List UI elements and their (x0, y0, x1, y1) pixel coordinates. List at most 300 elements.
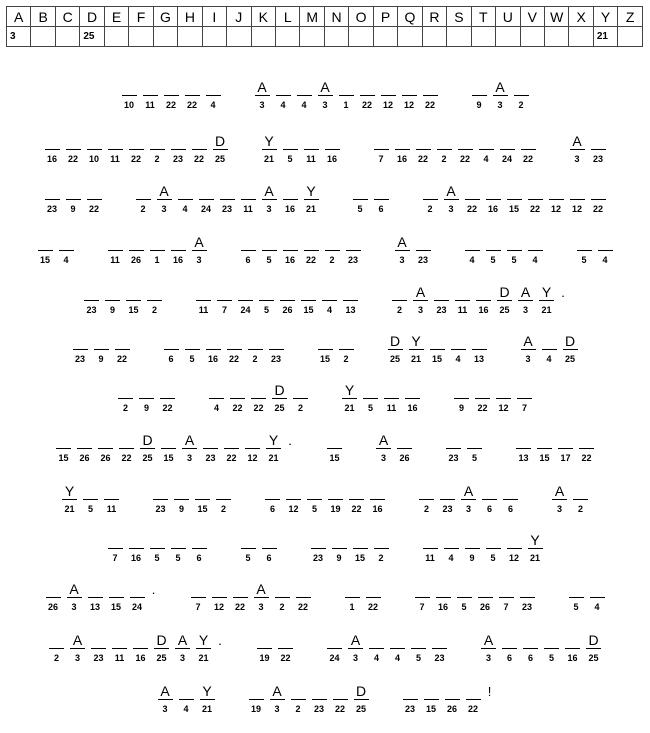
letter-cell[interactable] (202, 431, 219, 469)
cipher-number: 5 (511, 255, 517, 265)
cipher-number: 11 (110, 154, 120, 164)
letter-cell[interactable] (226, 332, 243, 370)
letter-cell[interactable] (191, 233, 208, 271)
letter-cell[interactable] (597, 233, 614, 271)
letter-cell[interactable] (282, 182, 299, 220)
answer-blank (38, 250, 53, 251)
solved-letter (520, 132, 537, 150)
key-code-cell-a[interactable]: 3 (7, 27, 31, 47)
letter-cell[interactable] (146, 283, 163, 321)
letter-cell[interactable] (247, 332, 264, 370)
letter-cell[interactable] (295, 580, 312, 618)
letter-cell[interactable] (181, 431, 198, 469)
letter-cell[interactable] (198, 182, 215, 220)
answer-blank (91, 648, 106, 649)
letter-cell[interactable] (44, 132, 61, 170)
answer-blank (272, 398, 287, 399)
letter-cell[interactable] (557, 431, 574, 469)
letter-cell[interactable] (65, 132, 82, 170)
letter-cell[interactable] (111, 631, 128, 669)
letter-cell[interactable] (485, 531, 502, 569)
solved-letter (82, 482, 99, 500)
letter-cell[interactable] (422, 531, 439, 569)
letter-cell[interactable] (414, 580, 431, 618)
letter-cell[interactable] (536, 431, 553, 469)
letter-cell[interactable] (324, 233, 341, 271)
cipher-number: 3 (179, 653, 185, 663)
letter-cell[interactable] (279, 283, 296, 321)
letter-cell[interactable] (520, 132, 537, 170)
letter-cell[interactable] (513, 78, 530, 116)
letter-cell[interactable] (522, 631, 539, 669)
letter-cell[interactable] (590, 132, 607, 170)
letter-cell[interactable] (121, 78, 138, 116)
letter-cell[interactable] (502, 482, 519, 520)
letter-cell[interactable] (153, 631, 170, 669)
letter-cell[interactable] (517, 283, 534, 321)
letter-cell[interactable] (191, 132, 208, 170)
cipher-number: 9 (476, 100, 482, 110)
letter-cell[interactable] (474, 381, 491, 419)
letter-cell[interactable] (466, 431, 483, 469)
letter-cell[interactable] (415, 233, 432, 271)
cipher-number: 5 (490, 255, 496, 265)
letter-cell[interactable] (551, 482, 568, 520)
letter-cell[interactable] (290, 682, 307, 720)
letter-cell[interactable] (422, 78, 439, 116)
letter-cell[interactable] (454, 283, 471, 321)
letter-cell[interactable] (548, 182, 565, 220)
letter-cell[interactable] (394, 132, 411, 170)
letter-cell[interactable] (256, 631, 273, 669)
letter-cell[interactable] (380, 78, 397, 116)
letter-cell[interactable] (527, 233, 544, 271)
letter-cell[interactable] (76, 431, 93, 469)
letter-cell[interactable] (576, 233, 593, 271)
letter-cell[interactable] (159, 381, 176, 419)
letter-cell[interactable] (129, 580, 146, 618)
letter-cell[interactable] (478, 132, 495, 170)
letter-cell[interactable] (498, 580, 515, 618)
letter-cell[interactable] (173, 482, 190, 520)
letter-cell[interactable] (359, 78, 376, 116)
letter-cell[interactable] (237, 283, 254, 321)
letter-cell[interactable] (368, 631, 385, 669)
letter-cell[interactable] (103, 482, 120, 520)
letter-cell[interactable] (569, 132, 586, 170)
letter-cell[interactable] (44, 182, 61, 220)
letter-cell[interactable] (408, 332, 425, 370)
letter-cell[interactable] (471, 78, 488, 116)
letter-cell[interactable] (543, 631, 560, 669)
puzzle-line (0, 182, 650, 220)
letter-cell[interactable] (65, 182, 82, 220)
letter-cell[interactable] (104, 283, 121, 321)
letter-cell[interactable] (261, 182, 278, 220)
letter-cell[interactable] (107, 233, 124, 271)
letter-cell[interactable] (128, 531, 145, 569)
letter-cell[interactable] (37, 233, 54, 271)
letter-cell[interactable] (258, 283, 275, 321)
letter-cell[interactable] (348, 482, 365, 520)
answer-blank (293, 398, 308, 399)
letter-cell[interactable] (178, 682, 195, 720)
letter-cell[interactable] (277, 631, 294, 669)
solved-letter (261, 531, 278, 549)
letter-cell[interactable] (117, 381, 134, 419)
answer-blank (140, 448, 155, 449)
letter-cell[interactable] (254, 78, 271, 116)
letter-cell[interactable] (404, 381, 421, 419)
letter-cell[interactable] (55, 431, 72, 469)
letter-cell[interactable] (211, 580, 228, 618)
letter-cell[interactable] (415, 132, 432, 170)
letter-cell[interactable] (107, 132, 124, 170)
letter-cell[interactable] (412, 283, 429, 321)
letter-cell[interactable] (108, 580, 125, 618)
letter-cell[interactable] (321, 283, 338, 321)
letter-cell[interactable] (264, 482, 281, 520)
letter-cell[interactable] (195, 283, 212, 321)
letter-cell[interactable] (344, 580, 361, 618)
letter-cell[interactable] (152, 482, 169, 520)
solved-letter (37, 233, 54, 251)
letter-cell[interactable] (90, 631, 107, 669)
letter-cell[interactable] (215, 482, 232, 520)
letter-cell[interactable] (375, 431, 392, 469)
letter-cell[interactable] (352, 182, 369, 220)
letter-cell[interactable] (456, 580, 473, 618)
letter-cell[interactable] (269, 682, 286, 720)
letter-cell[interactable] (453, 381, 470, 419)
letter-cell[interactable] (261, 132, 278, 170)
cipher-number: 4 (602, 255, 608, 265)
letter-cell[interactable] (480, 631, 497, 669)
letter-cell[interactable] (496, 283, 513, 321)
letter-cell[interactable] (520, 332, 537, 370)
solved-letter (194, 482, 211, 500)
solved-letter (431, 631, 448, 649)
letter-cell[interactable] (578, 431, 595, 469)
letter-cell[interactable] (475, 283, 492, 321)
cipher-number: 17 (560, 453, 571, 463)
letter-cell[interactable] (387, 332, 404, 370)
letter-cell[interactable] (477, 580, 494, 618)
letter-cell[interactable] (401, 78, 418, 116)
letter-cell[interactable] (219, 182, 236, 220)
answer-blank (409, 349, 424, 350)
letter-cell[interactable] (373, 531, 390, 569)
letter-cell[interactable] (250, 381, 267, 419)
letter-cell[interactable] (436, 132, 453, 170)
letter-cell[interactable] (562, 332, 579, 370)
cipher-number: 23 (417, 255, 428, 265)
letter-cell[interactable] (317, 78, 334, 116)
letter-cell[interactable] (506, 233, 523, 271)
letter-cell[interactable] (66, 580, 83, 618)
letter-cell[interactable] (435, 580, 452, 618)
letter-cell[interactable] (345, 233, 362, 271)
cipher-number: 21 (529, 553, 540, 563)
puzzle-word (259, 132, 343, 170)
letter-cell[interactable] (72, 332, 89, 370)
letter-cell[interactable] (485, 233, 502, 271)
letter-cell[interactable] (327, 482, 344, 520)
letter-cell[interactable] (240, 182, 257, 220)
letter-cell[interactable] (107, 531, 124, 569)
letter-cell[interactable] (135, 182, 152, 220)
letter-cell[interactable] (391, 283, 408, 321)
letter-cell[interactable] (82, 482, 99, 520)
letter-cell[interactable] (275, 78, 292, 116)
letter-cell[interactable] (191, 531, 208, 569)
letter-cell[interactable] (156, 182, 173, 220)
letter-cell[interactable] (282, 233, 299, 271)
answer-blank (154, 648, 169, 649)
solved-letter (240, 233, 257, 251)
letter-cell[interactable] (460, 482, 477, 520)
letter-cell[interactable] (194, 482, 211, 520)
letter-cell[interactable] (373, 132, 390, 170)
letter-cell[interactable] (86, 132, 103, 170)
letter-cell[interactable] (326, 431, 343, 469)
letter-cell[interactable] (396, 431, 413, 469)
letter-cell[interactable] (326, 631, 343, 669)
letter-cell[interactable] (142, 78, 159, 116)
letter-cell[interactable] (423, 682, 440, 720)
letter-cell[interactable] (519, 580, 536, 618)
letter-cell[interactable] (311, 682, 328, 720)
letter-cell[interactable] (410, 631, 427, 669)
letter-cell[interactable] (464, 182, 481, 220)
key-code-cell-y[interactable]: 21 (593, 27, 617, 47)
letter-cell[interactable] (125, 283, 142, 321)
letter-cell[interactable] (265, 431, 282, 469)
letter-cell[interactable] (342, 283, 359, 321)
letter-cell[interactable] (590, 182, 607, 220)
answer-blank (514, 95, 529, 96)
letter-cell[interactable] (292, 381, 309, 419)
letter-cell[interactable] (244, 431, 261, 469)
letter-cell[interactable] (128, 233, 145, 271)
solved-letter (170, 233, 187, 251)
letter-cell[interactable] (118, 431, 135, 469)
letter-cell[interactable] (303, 182, 320, 220)
letter-cell[interactable] (538, 283, 555, 321)
letter-cell[interactable] (569, 182, 586, 220)
letter-cell[interactable] (506, 531, 523, 569)
cipher-number: 3 (186, 453, 192, 463)
letter-cell[interactable] (495, 381, 512, 419)
letter-cell[interactable] (170, 531, 187, 569)
letter-cell[interactable] (163, 78, 180, 116)
letter-cell[interactable] (485, 182, 502, 220)
letter-cell[interactable] (300, 283, 317, 321)
answer-blank (423, 548, 438, 549)
letter-cell[interactable] (431, 631, 448, 669)
letter-cell[interactable] (527, 531, 544, 569)
letter-cell[interactable] (61, 482, 78, 520)
solved-letter (132, 631, 149, 649)
answer-blank (454, 398, 469, 399)
letter-cell[interactable] (433, 283, 450, 321)
letter-cell[interactable] (481, 482, 498, 520)
letter-cell[interactable] (58, 233, 75, 271)
letter-cell[interactable] (506, 182, 523, 220)
letter-cell[interactable] (271, 381, 288, 419)
letter-cell[interactable] (157, 682, 174, 720)
letter-cell[interactable] (464, 531, 481, 569)
letter-cell[interactable] (331, 531, 348, 569)
letter-cell[interactable] (87, 580, 104, 618)
letter-cell[interactable] (248, 682, 265, 720)
letter-cell[interactable] (383, 381, 400, 419)
letter-cell[interactable] (282, 132, 299, 170)
letter-cell[interactable] (332, 682, 349, 720)
letter-cell[interactable] (296, 78, 313, 116)
letter-cell[interactable] (69, 631, 86, 669)
letter-cell[interactable] (418, 482, 435, 520)
letter-cell[interactable] (253, 580, 270, 618)
solved-letter (516, 381, 533, 399)
letter-cell[interactable] (216, 283, 233, 321)
letter-cell[interactable] (365, 580, 382, 618)
letter-cell[interactable] (93, 332, 110, 370)
letter-cell[interactable] (422, 182, 439, 220)
letter-cell[interactable] (195, 631, 212, 669)
letter-cell[interactable] (163, 332, 180, 370)
letter-cell[interactable] (212, 132, 229, 170)
letter-cell[interactable] (199, 682, 216, 720)
letter-cell[interactable] (208, 381, 225, 419)
letter-cell[interactable] (132, 631, 149, 669)
letter-cell[interactable] (274, 580, 291, 618)
letter-cell[interactable] (338, 332, 355, 370)
solved-letter (191, 132, 208, 150)
letter-cell[interactable] (170, 132, 187, 170)
letter-cell[interactable] (589, 580, 606, 618)
letter-cell[interactable] (138, 381, 155, 419)
letter-cell[interactable] (223, 431, 240, 469)
solved-letter: A (415, 284, 426, 300)
letter-cell[interactable] (444, 682, 461, 720)
solved-letter (247, 332, 264, 350)
letter-cell[interactable] (97, 431, 114, 469)
letter-cell[interactable] (303, 132, 320, 170)
cipher-number: 5 (189, 354, 195, 364)
letter-cell[interactable] (128, 132, 145, 170)
letter-cell[interactable] (341, 381, 358, 419)
answer-blank (445, 699, 460, 700)
letter-cell[interactable] (261, 531, 278, 569)
letter-cell[interactable] (445, 431, 462, 469)
letter-cell[interactable] (389, 631, 406, 669)
letter-cell[interactable] (177, 182, 194, 220)
letter-cell[interactable] (347, 631, 364, 669)
letter-cell[interactable] (402, 682, 419, 720)
key-code-cell-d[interactable]: 25 (80, 27, 104, 47)
letter-cell[interactable] (324, 132, 341, 170)
letter-cell[interactable] (492, 78, 509, 116)
letter-cell[interactable] (184, 78, 201, 116)
letter-cell[interactable] (229, 381, 246, 419)
letter-cell[interactable] (443, 531, 460, 569)
letter-cell[interactable] (310, 531, 327, 569)
letter-cell[interactable] (568, 580, 585, 618)
letter-cell[interactable] (232, 580, 249, 618)
letter-cell[interactable] (83, 283, 100, 321)
letter-cell[interactable] (465, 682, 482, 720)
letter-cell[interactable] (160, 431, 177, 469)
letter-cell[interactable] (205, 332, 222, 370)
letter-cell[interactable] (48, 631, 65, 669)
letter-cell[interactable] (501, 631, 518, 669)
answer-blank (346, 250, 361, 251)
letter-cell[interactable] (114, 332, 131, 370)
letter-cell[interactable] (464, 233, 481, 271)
letter-cell[interactable] (268, 332, 285, 370)
letter-cell[interactable] (369, 482, 386, 520)
letter-cell[interactable] (450, 332, 467, 370)
letter-cell[interactable] (541, 332, 558, 370)
letter-cell[interactable] (564, 631, 581, 669)
letter-cell[interactable] (86, 182, 103, 220)
letter-cell[interactable] (139, 431, 156, 469)
letter-cell[interactable] (149, 531, 166, 569)
letter-cell[interactable] (429, 332, 446, 370)
letter-cell[interactable] (303, 233, 320, 271)
letter-cell[interactable] (285, 482, 302, 520)
letter-cell[interactable] (352, 531, 369, 569)
letter-cell[interactable] (205, 78, 222, 116)
letter-cell[interactable] (362, 381, 379, 419)
cipher-number: 3 (259, 100, 265, 110)
letter-cell[interactable] (149, 132, 166, 170)
letter-cell[interactable] (149, 233, 166, 271)
letter-cell[interactable] (394, 233, 411, 271)
letter-cell[interactable] (170, 233, 187, 271)
letter-cell[interactable] (373, 182, 390, 220)
letter-cell[interactable] (190, 580, 207, 618)
letter-cell[interactable] (471, 332, 488, 370)
puzzle-word (469, 78, 532, 116)
letter-cell[interactable] (184, 332, 201, 370)
letter-cell[interactable] (240, 233, 257, 271)
letter-cell[interactable] (174, 631, 191, 669)
letter-cell[interactable] (240, 531, 257, 569)
letter-cell[interactable] (572, 482, 589, 520)
letter-cell[interactable] (353, 682, 370, 720)
cipher-number: 16 (172, 255, 183, 265)
letter-cell[interactable] (443, 182, 460, 220)
letter-cell[interactable] (45, 580, 62, 618)
letter-cell[interactable] (306, 482, 323, 520)
letter-cell[interactable] (515, 431, 532, 469)
letter-cell[interactable] (499, 132, 516, 170)
puzzle-word (193, 283, 361, 321)
letter-cell[interactable] (439, 482, 456, 520)
answer-blank (66, 149, 81, 150)
letter-cell[interactable] (261, 233, 278, 271)
answer-blank (503, 499, 518, 500)
letter-cell[interactable] (317, 332, 334, 370)
letter-cell[interactable] (516, 381, 533, 419)
letter-cell[interactable] (457, 132, 474, 170)
answer-blank (322, 300, 337, 301)
letter-cell[interactable] (338, 78, 355, 116)
letter-cell[interactable] (585, 631, 602, 669)
letter-cell[interactable] (527, 182, 544, 220)
